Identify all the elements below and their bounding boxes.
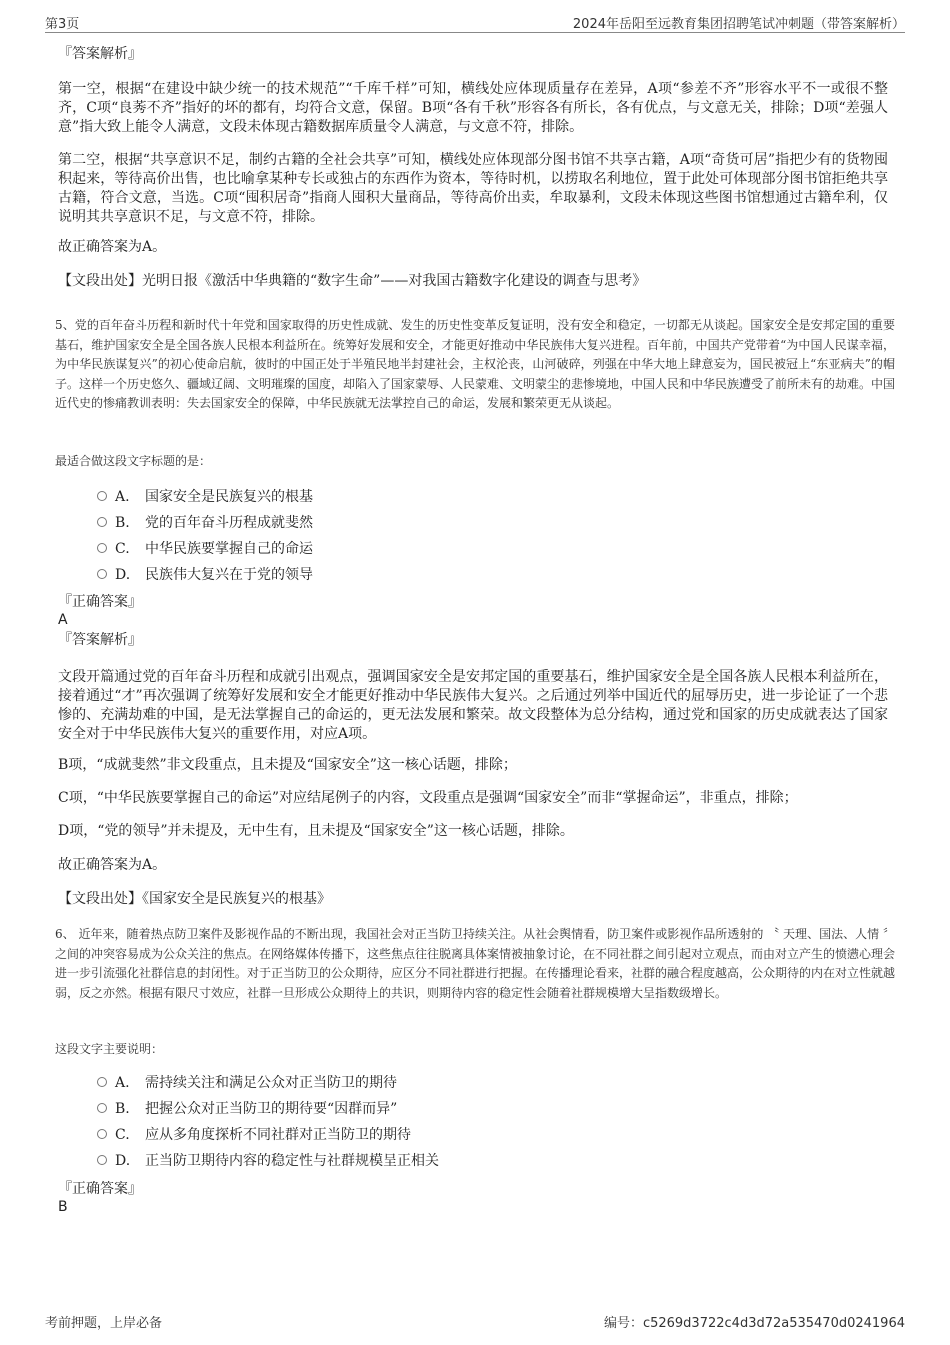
radio-icon[interactable] <box>97 1103 107 1113</box>
radio-icon[interactable] <box>97 1129 107 1139</box>
q4-conclusion: 故正确答案为A。 <box>58 239 167 255</box>
q5-analysis-para4: D项，“党的领导”并未提及，无中生有，且未提及“国家安全”这一核心话题，排除。 <box>58 823 574 839</box>
q5-analysis-para2: B项，“成就斐然”非文段重点，且未提及“国家安全”这一核心话题，排除； <box>58 757 517 773</box>
q5-analysis-tag: 『答案解析』 <box>58 632 142 648</box>
q4-analysis-tag: 『答案解析』 <box>58 46 142 62</box>
document-title: 2024年岳阳至远教育集团招聘笔试冲刺题（带答案解析） <box>572 17 905 32</box>
q6-option-d[interactable]: D. 正当防卫期待内容的稳定性与社群规模呈正相关 <box>97 1151 439 1171</box>
radio-icon[interactable] <box>97 569 107 579</box>
q5-stem: 5、党的百年奋斗历程和新时代十年党和国家取得的历史性成就、发生的历史性变革反复证明，没有安全和稳定，一切都无从谈起。国家安全是安邦定国的重要基石，维护国家安全是全国各族人民根本利益所在。统筹好发展和安全，才能更好推动中华民族伟大复兴进程。百年前，中国共产党带着“为中国人民谋幸福，为中华民族谋复兴”的初心使命启航，彼时的中国正处于半殖民地半封建社会，主权沦丧，山河破碎，列强在中华大地上肆意妄为，国民被冠上“东亚病夫”的帽子。这样一个历史悠久、疆域辽阔、文明璀璨的国度，却陷入了国家蒙辱、人民蒙难、文明蒙尘的悲惨境地，中国人民和中华民族遭受了前所未有的劫难。中国近代史的惨痛教训表明：失去国家安全的保障，中华民族就无法掌控自己的命运，发展和繁荣更无从谈起。 <box>55 318 896 410</box>
q6-answer: B <box>58 1199 68 1215</box>
radio-icon[interactable] <box>97 1077 107 1087</box>
q5-option-a[interactable]: A. 国家安全是民族复兴的根基 <box>97 487 313 507</box>
radio-icon[interactable] <box>97 543 107 553</box>
q6-option-a[interactable]: A. 需持续关注和满足公众对正当防卫的期待 <box>97 1073 397 1093</box>
page-header <box>45 10 905 33</box>
q4-analysis-para2: 第二空，根据“共享意识不足，制约古籍的全社会共享”可知，横线处应体现部分图书馆不共享古籍，A项“奇货可居”指把少有的货物囤积起来，等待高价出售，也比喻拿某种专长或独占的东西作为资本，等待时机，以捞取名利地位，置于此处可体现部分图书馆拒绝共享古籍，符合文意，当选。C项“囤积居奇”指商人囤积大量商品，等待高价出卖，牟取暴利，文段未体现这些图书馆想通过古籍牟利，仅说明其共享意识不足，与文意不符，排除。 <box>58 152 888 225</box>
page-number: 第3页 <box>45 17 80 32</box>
radio-icon[interactable] <box>97 1155 107 1165</box>
q6-option-c[interactable]: C. 应从多角度探析不同社群对正当防卫的期待 <box>97 1125 411 1145</box>
q6-stem: 6、 近年来，随着热点防卫案件及影视作品的不断出现，我国社会对正当防卫持续关注。从社会舆情看，防卫案件或影视作品所透射的 〝 天理、国法、人情 〞 之间的冲突容易成为公众关注的焦点。在网络媒体传播下，这些焦点往往脱离具体案情被抽象讨论，在不同社群之间引起对立观点，而由对立产生的愤懑心理会进一步引流强化社群信息的封闭性。对于正当防卫的公众期待，应区分不同社群进行把握。在传播理论看来，社群的融合程度越高，公众期待的内在对立性就越弱，反之亦然。根据有限尺寸效应，社群一旦形成公众期待上的共识，则期待内容的稳定性会随着社群规模增大呈指数级增长。 <box>55 927 896 1000</box>
q5-conclusion: 故正确答案为A。 <box>58 857 167 873</box>
q4-source: 【文段出处】光明日报《激活中华典籍的“数字生命”——对我国古籍数字化建设的调查与思考》 <box>58 273 647 289</box>
q5-option-b[interactable]: B. 党的百年奋斗历程成就斐然 <box>97 513 313 533</box>
q6-option-b[interactable]: B. 把握公众对正当防卫的期待要“因群而异” <box>97 1099 397 1119</box>
radio-icon[interactable] <box>97 517 107 527</box>
q5-option-c[interactable]: C. 中华民族要掌握自己的命运 <box>97 539 313 559</box>
radio-icon[interactable] <box>97 491 107 501</box>
q5-analysis-para3: C项，“中华民族要掌握自己的命运”对应结尾例子的内容，文段重点是强调“国家安全”而非“掌握命运”，非重点，排除； <box>58 790 798 806</box>
page-footer <box>45 1312 905 1332</box>
q5-question: 最适合做这段文字标题的是： <box>55 454 212 468</box>
q5-analysis-para1: 文段开篇通过党的百年奋斗历程和成就引出观点，强调国家安全是安邦定国的重要基石，维护国家安全是全国各族人民根本利益所在，接着通过“才”再次强调了统筹好发展和安全才能更好推动中华民族伟大复兴。之后通过列举中国近代的屈辱历史，进一步论证了一个悲惨的、充满劫难的中国，是无法掌握自己的命运的，更无法发展和繁荣。故文段整体为总分结构，通过党和国家的历史成就表达了国家安全对于中华民族伟大复兴的重要作用，对应A项。 <box>58 669 888 742</box>
q6-answer-tag: 『正确答案』 <box>58 1181 142 1197</box>
q6-question: 这段文字主要说明： <box>55 1042 164 1056</box>
document-code: 编号：c5269d3722c4d3d72a535470d0241964 <box>603 1316 905 1331</box>
q5-option-d[interactable]: D. 民族伟大复兴在于党的领导 <box>97 565 313 585</box>
q5-answer-tag: 『正确答案』 <box>58 594 142 610</box>
q5-source: 【文段出处】《国家安全是民族复兴的根基》 <box>58 891 331 907</box>
q4-analysis-para1: 第一空，根据“在建设中缺少统一的技术规范”“千库千样”可知，横线处应体现质量存在差异，A项“参差不齐”形容水平不一或很不整齐，C项“良莠不齐”指好的坏的都有，均符合文意，保留。B项“各有千秋”形容各有所长，各有优点，与文意无关，排除；D项“差强人意”指大致上能令人满意，文段未体现古籍数据库质量令人满意，与文意不符，排除。 <box>58 81 888 135</box>
q5-answer: A <box>58 612 68 628</box>
footer-slogan: 考前押题，上岸必备 <box>45 1316 163 1331</box>
